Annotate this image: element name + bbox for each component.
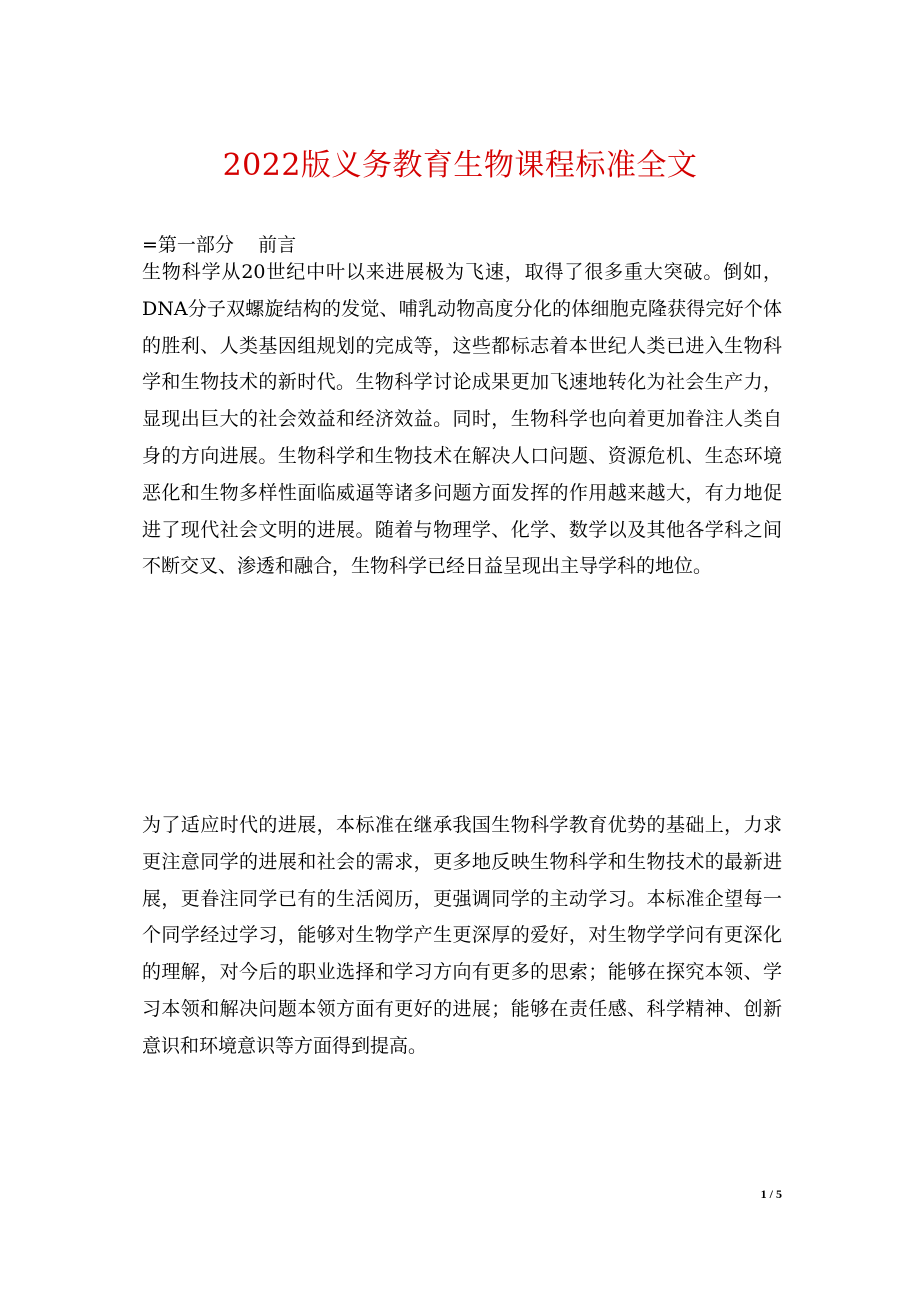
section-heading: =第一部分 前言 <box>142 234 297 256</box>
page-number: 1 / 5 <box>760 1187 782 1201</box>
document-title: 2022版义务教育生物课程标准全文 <box>222 148 698 183</box>
paragraph-2: 为了适应时代的进展，本标准在继承我国生物科学教育优势的基础上，力求更注意同学的进展和社会的需求，更多地反映生物科学和生物技术的最新进展，更眷注同学已有的生活阅历，更强调同学的主动学习。本标准企望每一个同学经过学习，能够对生物学产生更深厚的爱好，对生物学学问有更深化的理解，对今后的职业选择和学习方向有更多的思索；能够在探究本领、学习本领和解决问题本领方面有更好的进展；能够在责任感、科学精神、创新意识和环境意识等方面得到提高。 <box>142 814 782 1057</box>
paragraph-1: 生物科学从20世纪中叶以来进展极为飞速，取得了很多重大突破。倒如，DNA分子双螺旋结构的发觉、哺乳动物高度分化的体细胞克隆获得完好个体的胜利、人类基因组规划的完成等，这些都标志着本世纪人类已进入生物科学和生物技术的新时代。生物科学讨论成果更加飞速地转化为社会生产力，显现出巨大的社会效益和经济效益。同时，生物科学也向着更加眷注人类自身的方向进展。生物科学和生物技术在解决人口问题、资源危机、生态环境恶化和生物多样性面临威逼等诸多问题方面发挥的作用越来越大，有力地促进了现代社会文明的进展。随着与物理学、化学、数学以及其他各学科之间不断交叉、渗透和融合，生物科学已经日益呈现出主导学科的地位。 <box>142 261 782 578</box>
